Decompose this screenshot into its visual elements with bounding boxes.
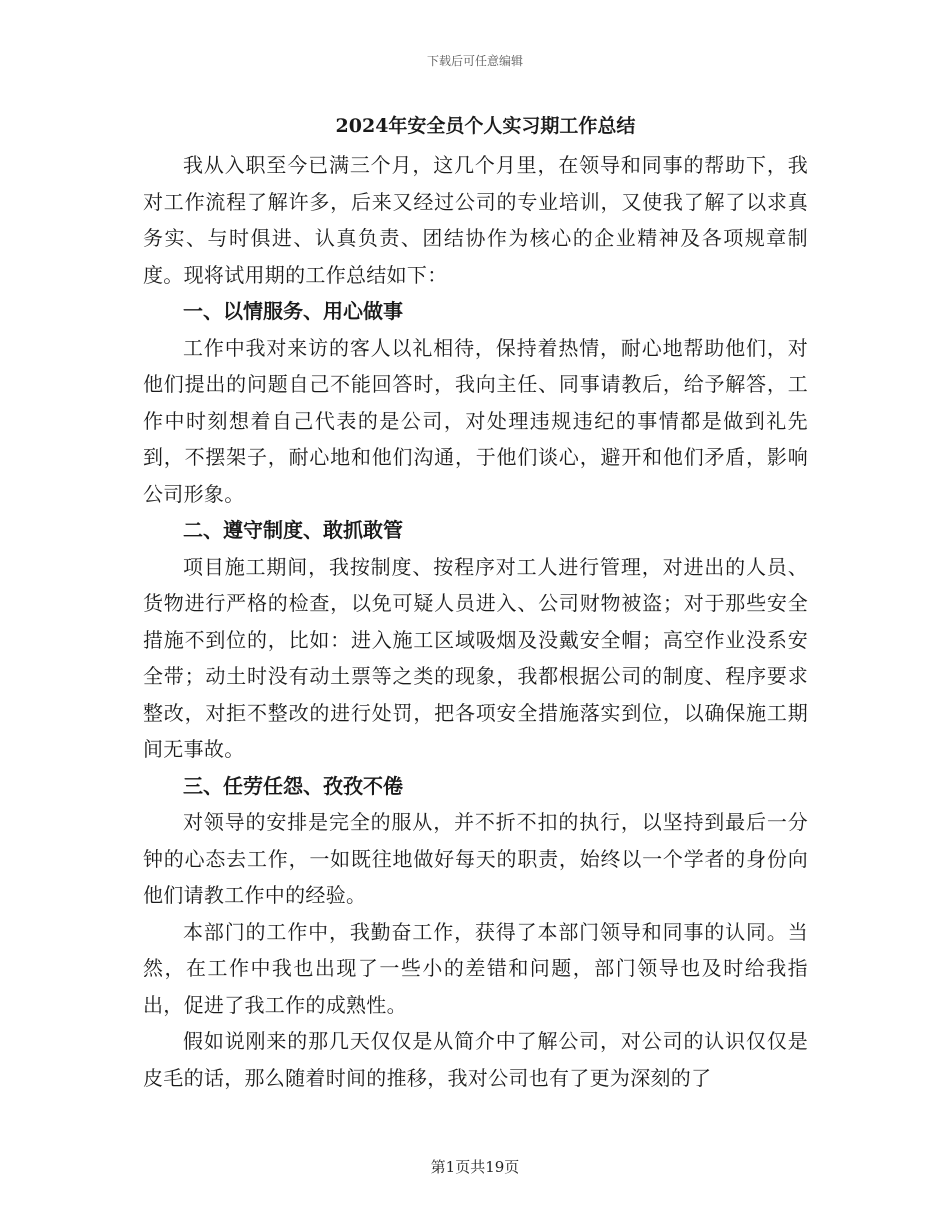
- paragraph: 我从入职至今已满三个月，这几个月里，在领导和同事的帮助下，我对工作流程了解许多，后来又经过公司的专业培训，又使我了解了以求真务实、与时俱进、认真负责、团结协作为核心的企业精神及各项规章制度。现将试用期的工作总结如下：: [143, 153, 808, 287]
- paragraph: 假如说刚来的那几天仅仅是从简介中了解公司，对公司的认识仅仅是皮毛的话，那么随着时间的推移，我对公司也有了更为深刻的了: [143, 1029, 808, 1090]
- paragraph: 对领导的安排是完全的服从，并不折不扣的执行，以坚持到最后一分钟的心态去工作，一如既往地做好每天的职责，始终以一个学者的身份向他们请教工作中的经验。: [143, 810, 808, 907]
- document-body: [143, 112, 808, 1096]
- paragraph: 工作中我对来访的客人以礼相待，保持着热情，耐心地帮助他们，对他们提出的问题自己不能回答时，我向主任、同事请教后，给予解答，工作中时刻想着自己代表的是公司，对处理违规违纪的事情都是做到礼先到，不摆架子，耐心地和他们沟通，于他们谈心，避开和他们矛盾，影响公司形象。: [143, 335, 808, 506]
- paragraph: 项目施工期间，我按制度、按程序对工人进行管理，对进出的人员、货物进行严格的检查，以免可疑人员进入、公司财物被盗；对于那些安全措施不到位的，比如：进入施工区域吸烟及没戴安全帽；高空作业没系安全带；动土时没有动土票等之类的现象，我都根据公司的制度、程序要求整改，对拒不整改的进行处罚，把各项安全措施落实到位，以确保施工期间无事故。: [143, 554, 808, 761]
- section-heading: 三、任劳任怨、孜孜不倦: [183, 773, 403, 798]
- section-heading: 二、遵守制度、敢抓敢管: [183, 518, 403, 542]
- page-header: 下载后可任意编辑: [426, 54, 523, 68]
- document-title: 2024年安全员个人实习期工作总结: [335, 115, 636, 137]
- paragraph: 本部门的工作中，我勤奋工作，获得了本部门领导和同事的认同。当然，在工作中我也出现了一些小的差错和问题，部门领导也及时给我指出，促进了我工作的成熟性。: [143, 919, 808, 1017]
- page-number: 第1页共19页: [430, 1158, 520, 1176]
- section-heading: 一、以情服务、用心做事: [183, 299, 403, 323]
